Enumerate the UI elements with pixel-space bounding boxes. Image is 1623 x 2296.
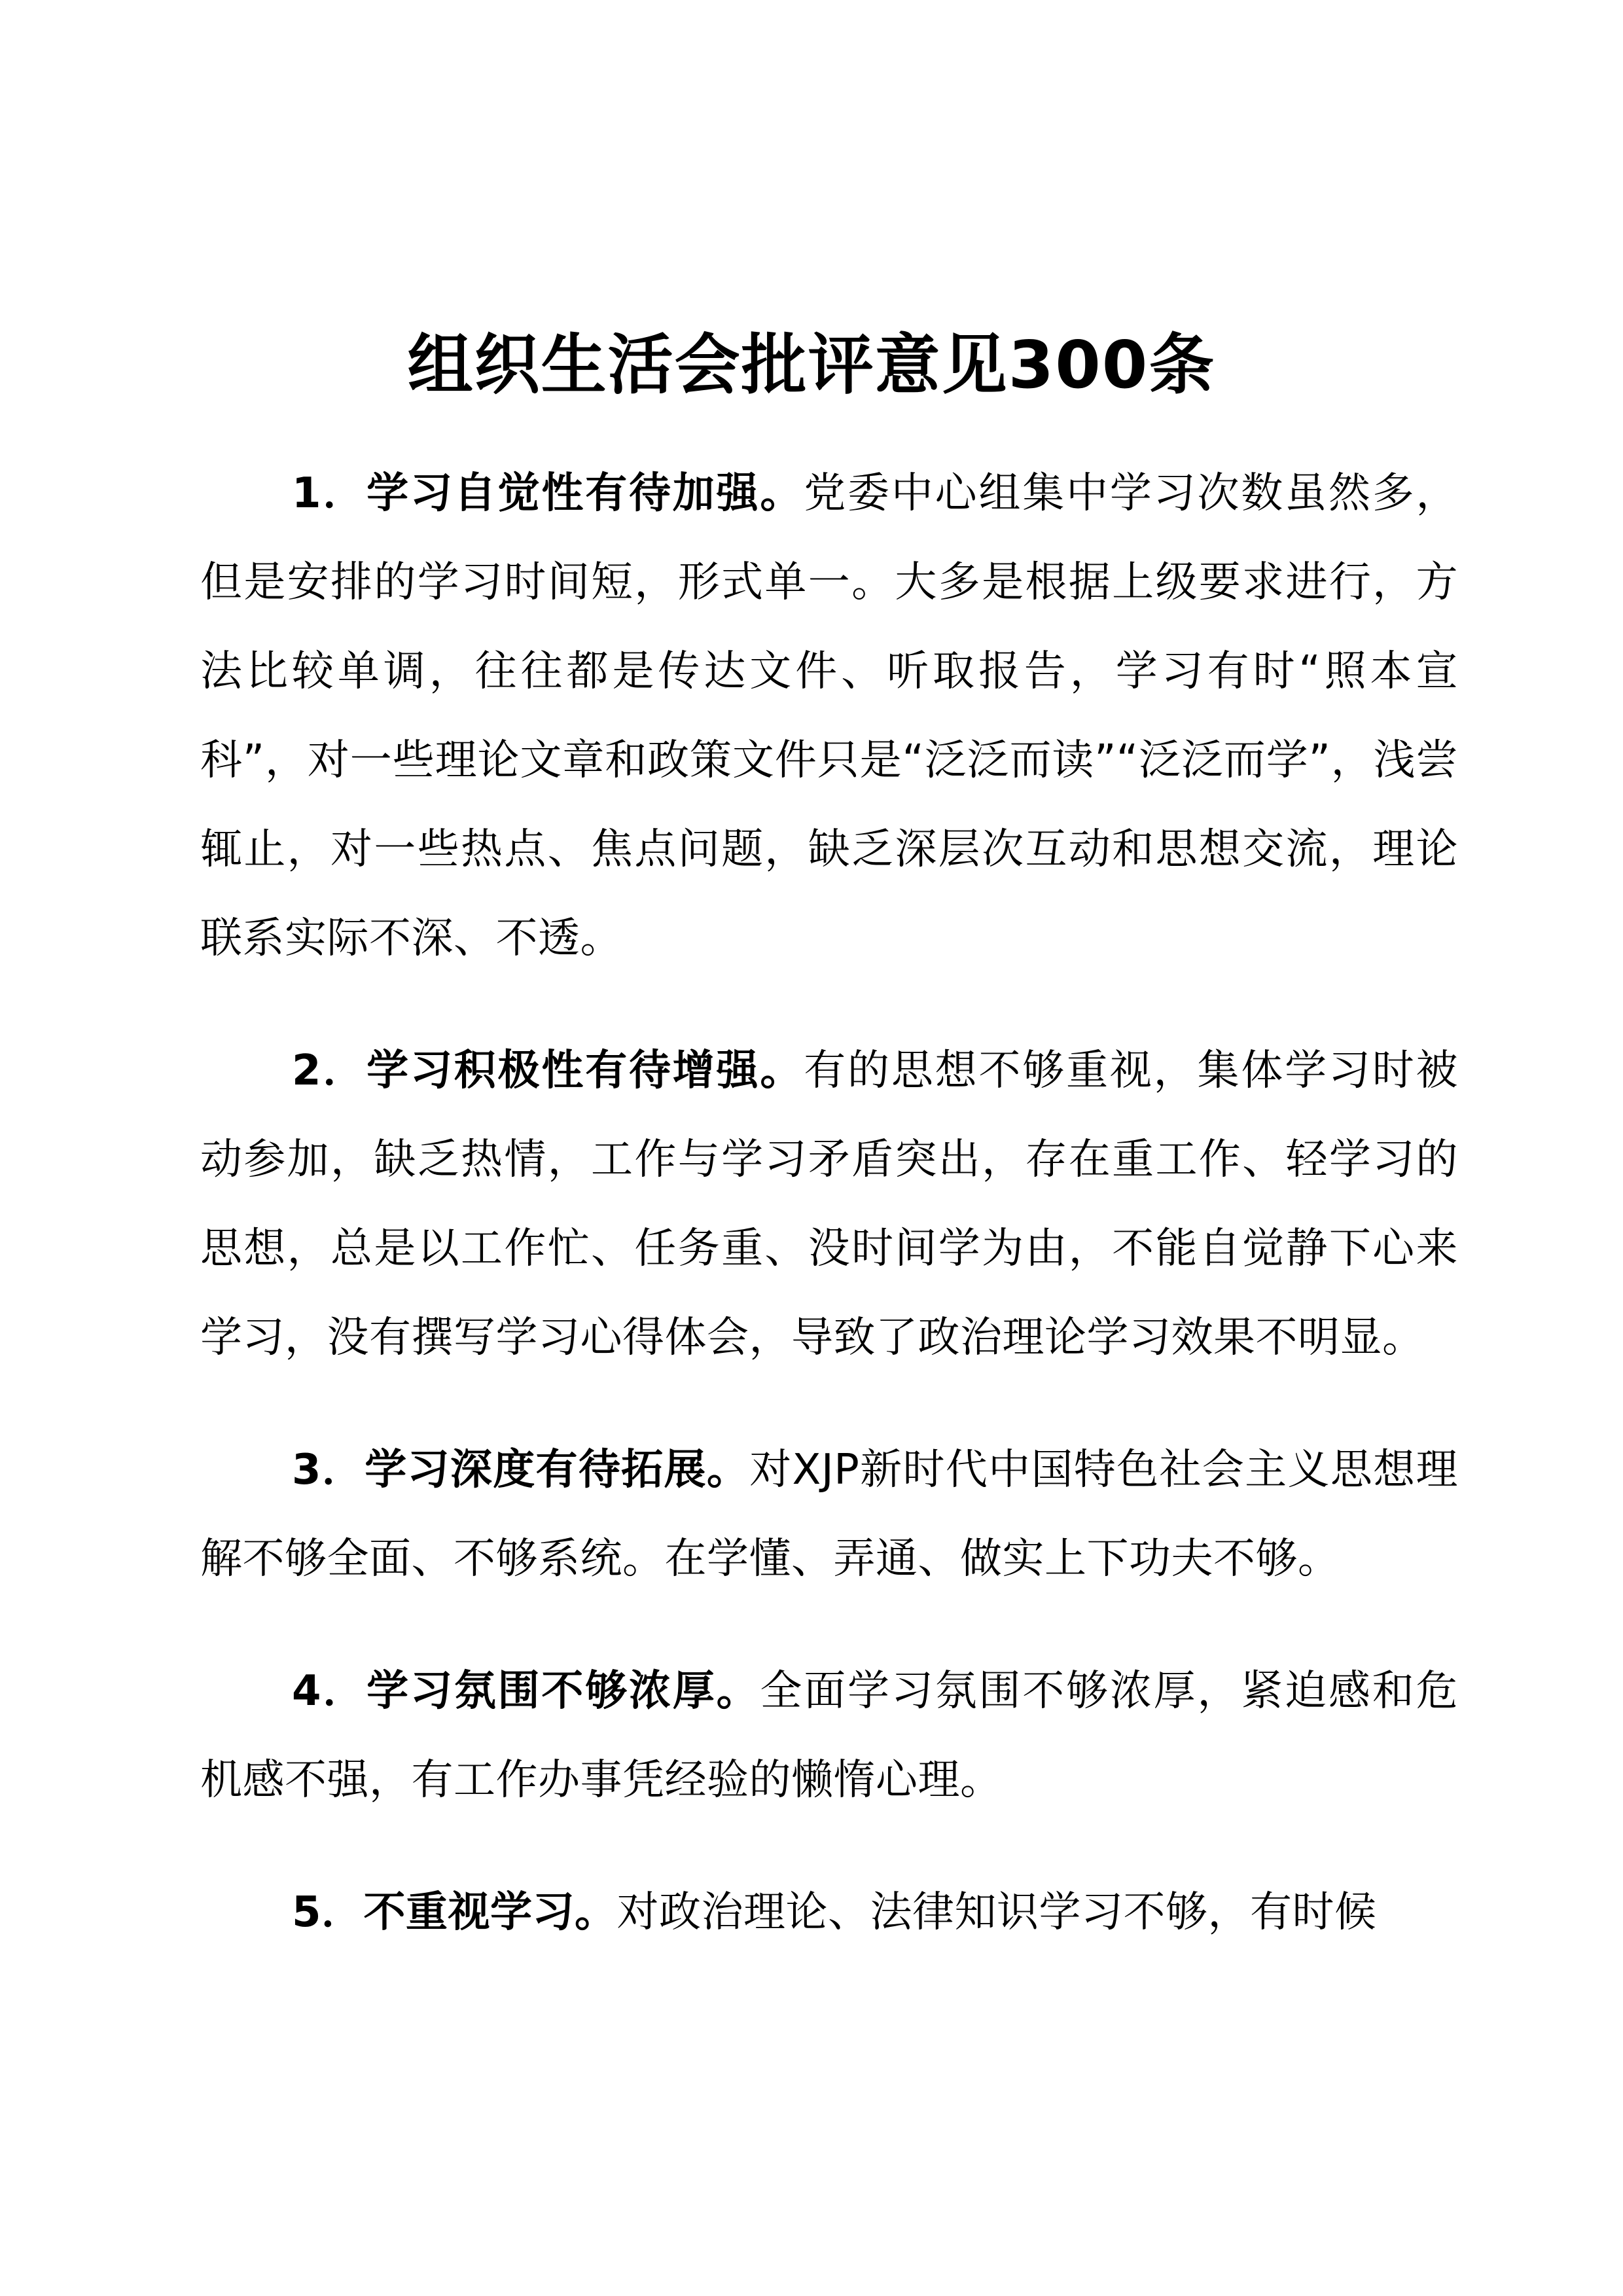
item-body: 对政治理论、法律知识学习不够，有时候 xyxy=(616,1888,1377,1937)
item-number: 2． xyxy=(292,1047,367,1095)
item-heading: 学习积极性有待增强。 xyxy=(366,1047,804,1095)
item-heading: 学习自觉性有待加强。 xyxy=(366,469,804,518)
item-heading: 学习氛围不够浓厚。 xyxy=(366,1667,760,1715)
item-heading: 不重视学习。 xyxy=(363,1888,617,1937)
item-body: 对XJP新时代中国特色社会主义思想理解不够全面、不够系统。在学懂、弄通、做实上下功夫不够。 xyxy=(200,1446,1459,1583)
item-body: 党委中心组集中学习次数虽然多，但是安排的学习时间短，形式单一。大多是根据上级要求进行，方法比较单调，往往都是传达文件、听取报告，学习有时“照本宣科”，对一些理论文章和政策文件只是“泛泛而读”“泛泛而学”，浅尝辄止，对一些热点、焦点问题，缺乏深层次互动和思想交流，理论联系实际不深、不透。 xyxy=(200,469,1459,963)
list-item xyxy=(200,1868,1458,1957)
list-item xyxy=(200,1647,1458,1825)
item-number: 4． xyxy=(292,1667,367,1715)
item-number: 3． xyxy=(292,1446,365,1494)
item-heading: 学习深度有待拓展。 xyxy=(365,1446,750,1494)
list-item xyxy=(200,449,1458,983)
list-item xyxy=(200,1026,1458,1382)
item-body: 全面学习氛围不够浓厚，紧迫感和危机感不强，有工作办事凭经验的懒惰心理。 xyxy=(200,1667,1459,1804)
document-body xyxy=(200,449,1458,2000)
list-item xyxy=(200,1426,1458,1604)
item-number: 1． xyxy=(292,469,367,518)
item-body: 有的思想不够重视，集体学习时被动参加，缺乏热情，工作与学习矛盾突出，存在重工作、轻学习的思想，总是以工作忙、任务重、没时间学为由，不能自觉静下心来学习，没有撰写学习心得体会，导致了政治理论学习效果不明显。 xyxy=(200,1047,1459,1362)
item-number: 5． xyxy=(292,1888,364,1937)
page-title: 组织生活会批评意见300条 xyxy=(407,327,1216,403)
